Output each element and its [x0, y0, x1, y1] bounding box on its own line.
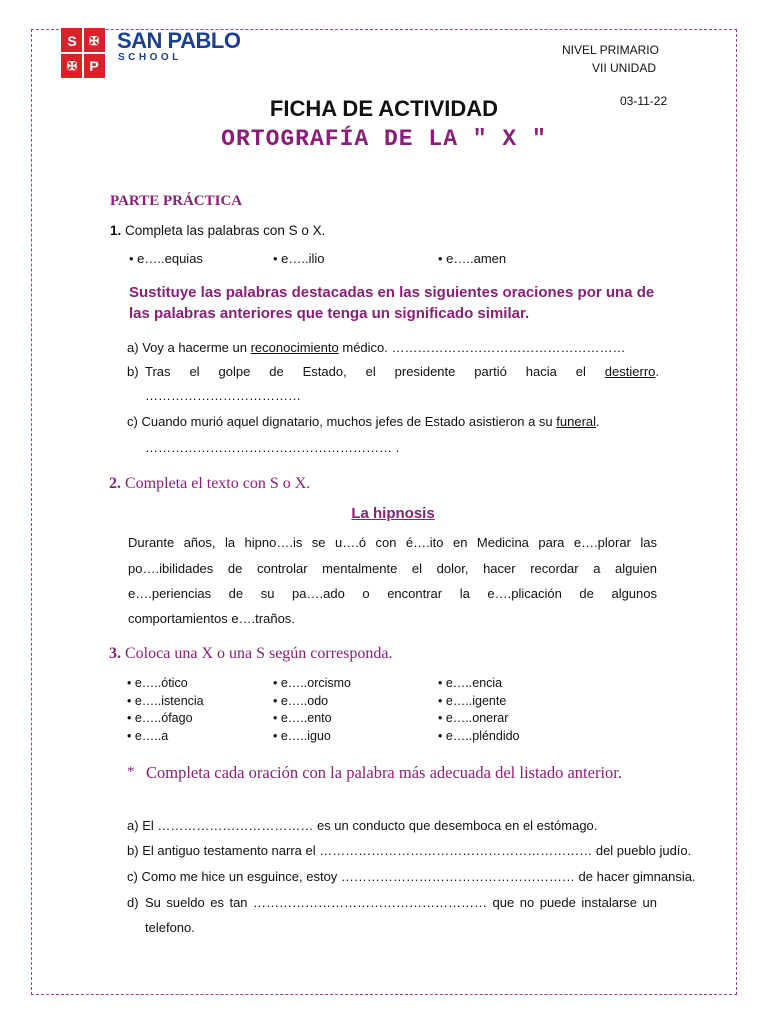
answer-line: ………………………………………………… . [145, 440, 400, 455]
logo-letter-s: S [61, 28, 83, 53]
question-text: Completa el texto con S o X. [125, 475, 311, 492]
sentence-text: El antiguo testamento narra el ……………………………………………………… del pueblo judío. [142, 843, 692, 858]
word-item: • e…..ófago [127, 711, 193, 725]
logo-cross-icon: ✠ [61, 53, 83, 78]
word-item: • e…..ento [273, 711, 332, 725]
story-line: comportamientos e….traños. [128, 611, 295, 626]
question-2 [109, 475, 310, 493]
question-text: Completa las palabras con S o X. [125, 223, 326, 238]
item-label: a) [127, 818, 139, 833]
star-marker: * [127, 764, 135, 780]
word-item: • e…..ótico [127, 676, 188, 690]
question-number: 3. [109, 645, 121, 662]
sentence-text: Tras el golpe de Estado, el presidente partió hacia el [145, 364, 605, 379]
sentence-c [127, 414, 600, 429]
item-label: b) [127, 364, 139, 379]
story-line: po….ibilidades de controlar mentalmente el dolor, hacer recordar a alguien [128, 561, 657, 576]
sentence-c [127, 869, 696, 884]
logo-cross-icon: ✠ [83, 28, 105, 53]
word-item: • e…..orcismo [273, 676, 352, 690]
item-label: c) [127, 869, 138, 884]
instruction-text: Sustituye las palabras destacadas en las siguientes oraciones por una de las palabras anteriores que tenga un significado similar. [129, 284, 655, 322]
sentence-text: Como me hice un esguince, estoy ……………………………………………… de hacer gimnansia. [141, 869, 696, 884]
word-item: • e…..encia [438, 676, 503, 690]
answer-line: ……………………………… [145, 388, 301, 403]
sentence-a [127, 340, 626, 355]
item-label: a) [127, 340, 139, 355]
question-text: Coloca una X o una S según corresponda. [125, 645, 393, 662]
word-item: • e…..istencia [127, 693, 204, 708]
word-column [438, 675, 520, 745]
item-label: c) [127, 414, 138, 429]
word-item: • e…..odo [273, 693, 329, 708]
word-item: • e…..onerar [438, 711, 509, 725]
story-line: e….periencias de su pa….ado o encontrar la e….plicación de algunos [128, 586, 657, 601]
section-heading: PARTE PRÁCTICA [110, 193, 243, 209]
sentence-b [127, 843, 691, 858]
word-item: • e…..iguo [273, 728, 331, 743]
word-item: • e…..amen [438, 251, 507, 266]
sentence-text: . [596, 414, 600, 429]
word-item: • e…..equias [129, 251, 203, 266]
sentence-a [127, 818, 597, 833]
question-number: 2. [109, 475, 121, 492]
school-subtitle: SCHOOL [118, 52, 182, 63]
sentence-text: Voy a hacerme un [142, 340, 251, 355]
word-column [273, 675, 351, 745]
item-label: d) [127, 895, 139, 910]
word-item: • e…..a [127, 728, 169, 743]
page-title: FICHA DE ACTIVIDAD [269, 96, 499, 121]
sentence-text: El ……………………………… es un conducto que desemboca en el estómago. [142, 818, 598, 833]
date-label: 03-11-22 [620, 94, 668, 108]
story-line: Durante años, la hipno….is se u….ó con é….ito en Medicina para e….plorar las [128, 535, 657, 550]
item-label: b) [127, 843, 139, 858]
highlighted-word: reconocimiento [250, 340, 339, 355]
word-column [127, 675, 204, 745]
sentence-text: Su sueldo es tan ……………………………………………… que no puede instalarse un [145, 895, 657, 910]
logo-letter-p: P [83, 53, 105, 78]
level-label: NIVEL PRIMARIO [562, 43, 659, 57]
highlighted-word: funeral [556, 414, 597, 429]
sentence-text: Cuando murió aquel dignatario, muchos jefes de Estado asistieron a su [141, 414, 557, 429]
instruction-text: Completa cada oración con la palabra más adecuada del listado anterior. [146, 763, 623, 782]
sentence-text: . [655, 364, 659, 379]
question-3 [109, 645, 393, 663]
sentence-d [127, 895, 657, 910]
sentence-b [127, 364, 659, 379]
story-title: La hipnosis [351, 505, 435, 522]
question-1 [110, 223, 325, 238]
unit-label: VII UNIDAD [592, 61, 657, 75]
question-number: 1. [110, 223, 122, 238]
school-logo [61, 28, 105, 78]
word-item: • e…..igente [438, 693, 507, 708]
word-item: • e…..ilio [273, 251, 325, 266]
word-item: • e…..pléndido [438, 728, 520, 743]
highlighted-word: destierro [604, 364, 656, 379]
school-name: SAN PABLO [117, 28, 241, 53]
sentence-text: médico. ……………………………………………… [338, 340, 626, 355]
sentence-continuation: telefono. [145, 920, 195, 935]
page-subtitle: ORTOGRAFÍA DE LA " X " [221, 126, 547, 152]
